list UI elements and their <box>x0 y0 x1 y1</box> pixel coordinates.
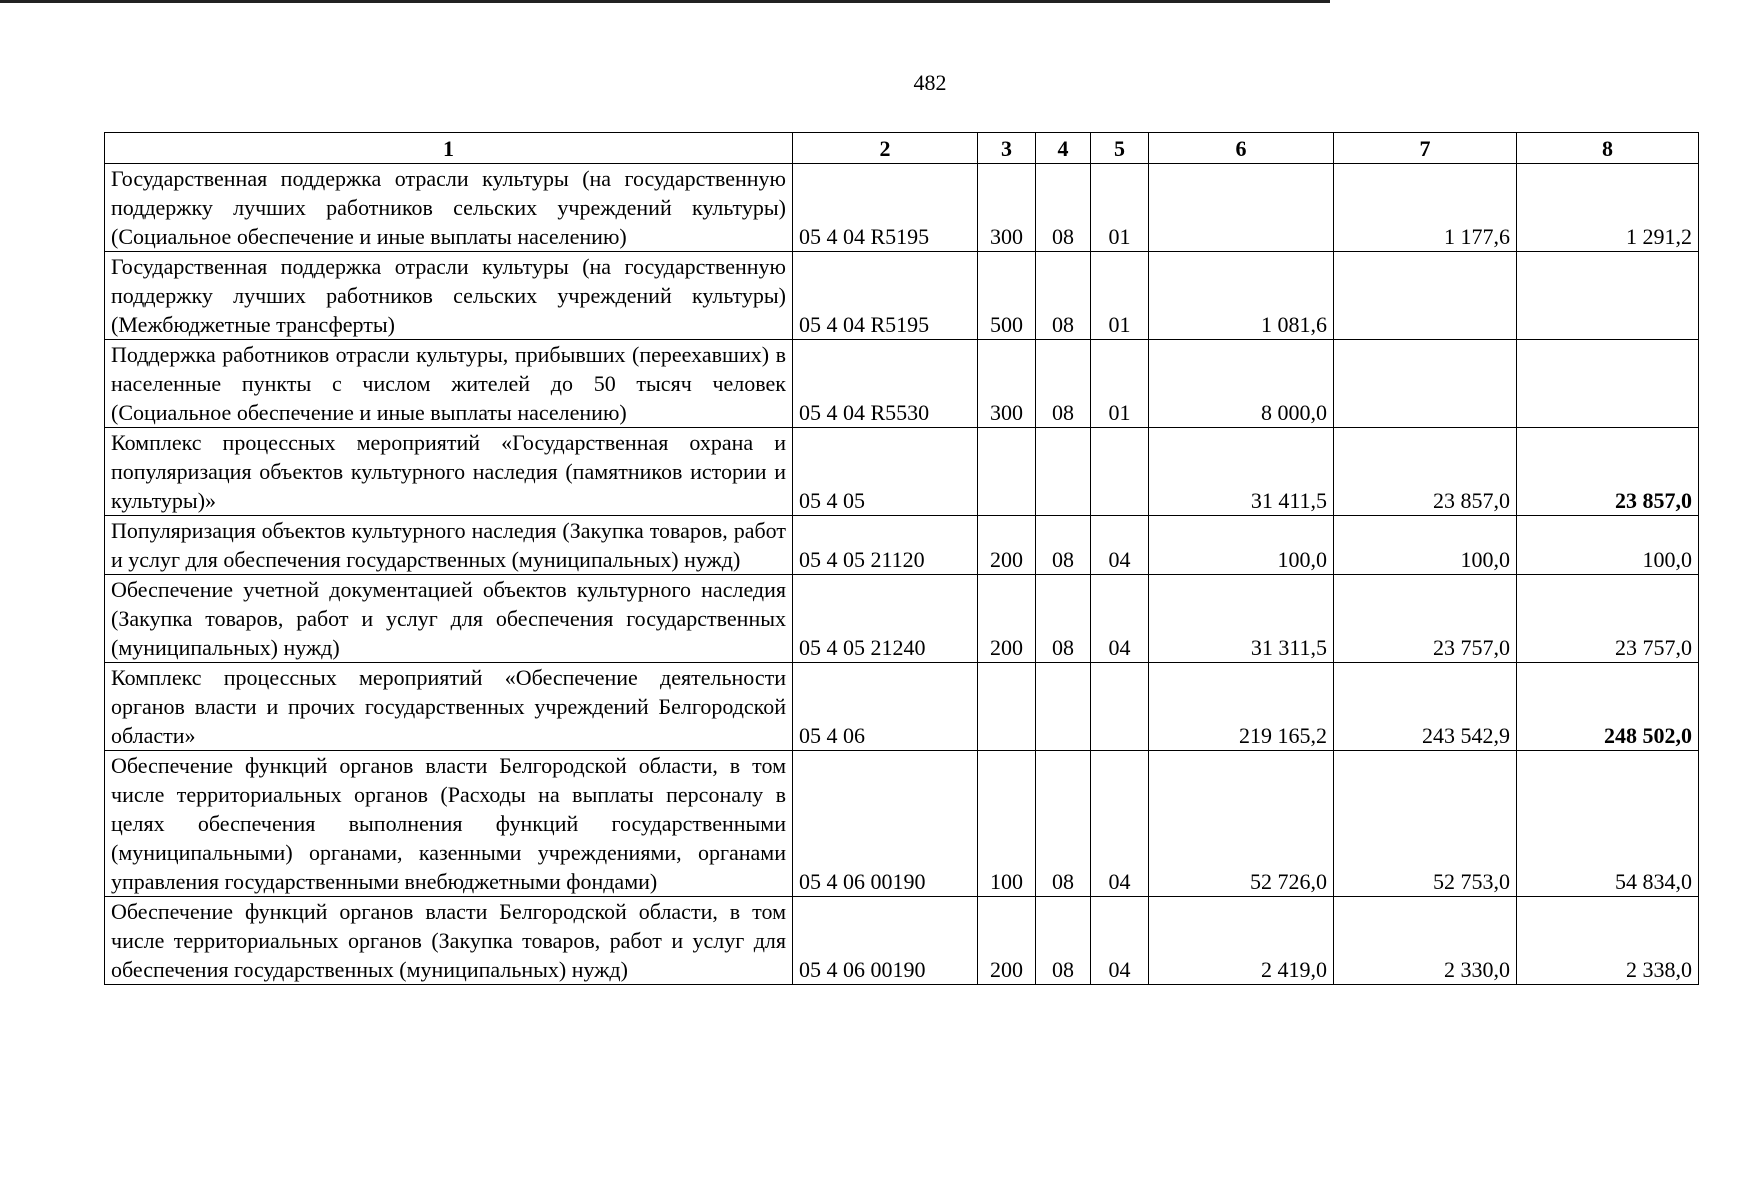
row-col3: 200 <box>978 575 1036 663</box>
row-code: 05 4 05 <box>793 428 978 516</box>
row-col5: 04 <box>1091 897 1149 985</box>
row-value-8: 54 834,0 <box>1517 751 1699 897</box>
row-code: 05 4 04 R5195 <box>793 164 978 252</box>
row-value-7: 1 177,6 <box>1334 164 1517 252</box>
row-value-8 <box>1517 252 1699 340</box>
header-cell: 3 <box>978 133 1036 164</box>
row-value-6: 219 165,2 <box>1149 663 1334 751</box>
row-col5: 01 <box>1091 164 1149 252</box>
row-col4: 08 <box>1036 575 1091 663</box>
row-col3: 200 <box>978 897 1036 985</box>
table-row <box>105 751 1699 897</box>
row-col4 <box>1036 428 1091 516</box>
row-description: Государственная поддержка отрасли культуры (на государственную поддержку лучших работников сельских учреждений культуры) (Межбюджетные трансферты) <box>105 252 793 340</box>
row-value-8: 2 338,0 <box>1517 897 1699 985</box>
row-col4: 08 <box>1036 340 1091 428</box>
table-row <box>105 252 1699 340</box>
header-row <box>105 133 1699 164</box>
row-value-7: 23 857,0 <box>1334 428 1517 516</box>
row-col4 <box>1036 663 1091 751</box>
row-col5: 04 <box>1091 751 1149 897</box>
row-value-6: 52 726,0 <box>1149 751 1334 897</box>
row-value-8: 23 857,0 <box>1517 428 1699 516</box>
row-col3: 300 <box>978 340 1036 428</box>
budget-table <box>104 132 1699 985</box>
row-description: Обеспечение функций органов власти Белгородской области, в том числе территориальных органов (Закупка товаров, работ и услуг для обеспечения государственных (муниципальных) нужд) <box>105 897 793 985</box>
row-code: 05 4 06 <box>793 663 978 751</box>
row-description: Комплекс процессных мероприятий «Обеспечение деятельности органов власти и прочих государственных учреждений Белгородской области» <box>105 663 793 751</box>
row-col3: 300 <box>978 164 1036 252</box>
header-cell: 2 <box>793 133 978 164</box>
row-value-6: 2 419,0 <box>1149 897 1334 985</box>
row-value-6 <box>1149 164 1334 252</box>
row-value-8: 248 502,0 <box>1517 663 1699 751</box>
table-row <box>105 663 1699 751</box>
row-description: Поддержка работников отрасли культуры, прибывших (переехавших) в населенные пункты с числом жителей до 50 тысяч человек (Социальное обеспечение и иные выплаты населению) <box>105 340 793 428</box>
row-description: Обеспечение функций органов власти Белгородской области, в том числе территориальных органов (Расходы на выплаты персоналу в целях обеспечения выполнения функций государственными (муниципальными) органами, казенными учреждениями, органами управления государственными внебюджетными фондами) <box>105 751 793 897</box>
row-value-7: 52 753,0 <box>1334 751 1517 897</box>
row-value-7: 23 757,0 <box>1334 575 1517 663</box>
row-col5: 04 <box>1091 516 1149 575</box>
row-col5: 04 <box>1091 575 1149 663</box>
row-description: Комплекс процессных мероприятий «Государственная охрана и популяризация объектов культурного наследия (памятников истории и культуры)» <box>105 428 793 516</box>
row-value-7: 243 542,9 <box>1334 663 1517 751</box>
row-value-7 <box>1334 340 1517 428</box>
row-value-7: 2 330,0 <box>1334 897 1517 985</box>
table-row <box>105 428 1699 516</box>
row-value-8: 23 757,0 <box>1517 575 1699 663</box>
table-row <box>105 340 1699 428</box>
header-cell: 4 <box>1036 133 1091 164</box>
header-cell: 7 <box>1334 133 1517 164</box>
page-number: 482 <box>913 70 947 95</box>
row-col4: 08 <box>1036 751 1091 897</box>
row-col5 <box>1091 428 1149 516</box>
row-value-6: 31 411,5 <box>1149 428 1334 516</box>
row-description: Государственная поддержка отрасли культуры (на государственную поддержку лучших работников сельских учреждений культуры) (Социальное обеспечение и иные выплаты населению) <box>105 164 793 252</box>
row-col5 <box>1091 663 1149 751</box>
row-col5: 01 <box>1091 340 1149 428</box>
row-col4: 08 <box>1036 164 1091 252</box>
row-col3: 500 <box>978 252 1036 340</box>
row-col4: 08 <box>1036 516 1091 575</box>
header-cell: 8 <box>1517 133 1699 164</box>
row-value-7: 100,0 <box>1334 516 1517 575</box>
row-description: Популяризация объектов культурного наследия (Закупка товаров, работ и услуг для обеспечения государственных (муниципальных) нужд) <box>105 516 793 575</box>
row-value-6: 8 000,0 <box>1149 340 1334 428</box>
row-col4: 08 <box>1036 897 1091 985</box>
row-col3: 100 <box>978 751 1036 897</box>
row-col3 <box>978 663 1036 751</box>
table-row <box>105 575 1699 663</box>
row-col4: 08 <box>1036 252 1091 340</box>
row-value-8: 1 291,2 <box>1517 164 1699 252</box>
row-value-6: 100,0 <box>1149 516 1334 575</box>
row-value-6: 31 311,5 <box>1149 575 1334 663</box>
row-description: Обеспечение учетной документацией объектов культурного наследия (Закупка товаров, работ и услуг для обеспечения государственных (муниципальных) нужд) <box>105 575 793 663</box>
top-rule <box>0 0 1330 3</box>
row-col3 <box>978 428 1036 516</box>
row-value-6: 1 081,6 <box>1149 252 1334 340</box>
row-value-8 <box>1517 340 1699 428</box>
header-cell: 1 <box>105 133 793 164</box>
row-code: 05 4 05 21120 <box>793 516 978 575</box>
row-col3: 200 <box>978 516 1036 575</box>
row-code: 05 4 04 R5195 <box>793 252 978 340</box>
table-row <box>105 516 1699 575</box>
row-value-8: 100,0 <box>1517 516 1699 575</box>
row-code: 05 4 04 R5530 <box>793 340 978 428</box>
table-row <box>105 164 1699 252</box>
row-code: 05 4 06 00190 <box>793 751 978 897</box>
row-value-7 <box>1334 252 1517 340</box>
row-col5: 01 <box>1091 252 1149 340</box>
header-cell: 6 <box>1149 133 1334 164</box>
header-cell: 5 <box>1091 133 1149 164</box>
table-row <box>105 897 1699 985</box>
row-code: 05 4 06 00190 <box>793 897 978 985</box>
row-code: 05 4 05 21240 <box>793 575 978 663</box>
